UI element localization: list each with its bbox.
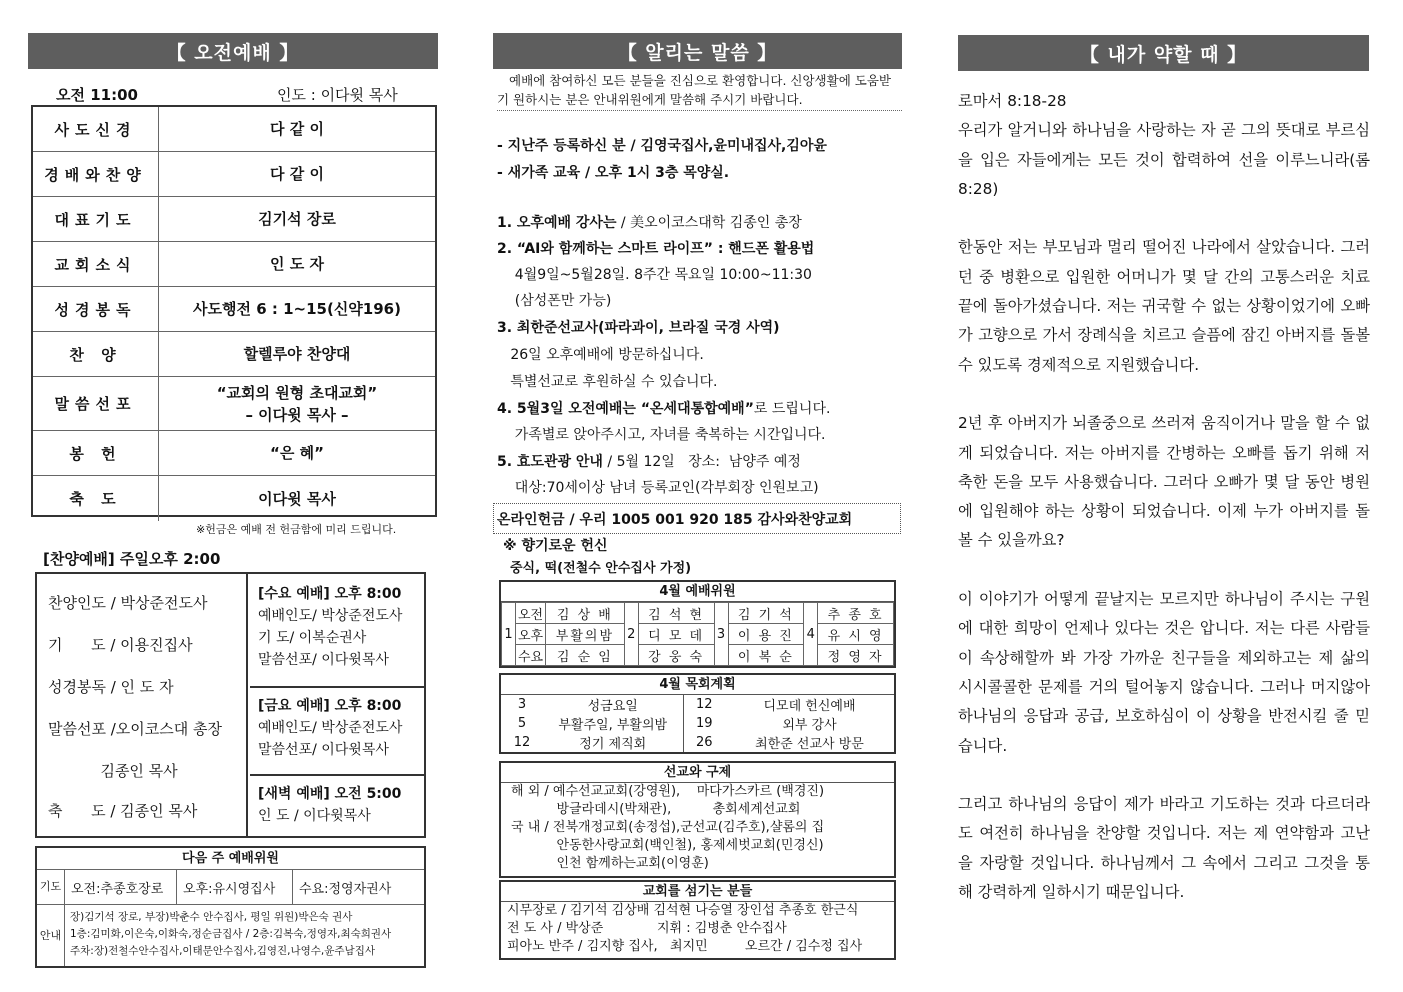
plan-table [501,695,894,752]
table-row: 오후 부활의밤 디 모 데 이 용 진 유 시 영 [502,624,894,645]
wednesday-service: [수요 예배] 오후 8:00 예배인도/ 박상준전도사 기 도/ 이복순권사 말씀선포/ 이다윗목사 [258,586,403,668]
announcement-item: 4월9일~5월28일. 8주간 목요일 10:00~11:30 [497,267,812,283]
april-worship-committee: 4월 예배위원 1 오전 김 상 배 2 김 석 현 3 김 기 석 4 추 종 호 오후 부활의밤 디 모 데 이 용 진 유 시 영 수요 김 순 임 강 웅 숙 이 복 순 정 영 자 [499,580,896,668]
next-week-committee: 다음 주 예배위원 기도 오전:추종호장로 오후:유시영집사 수요:정영자권사 안내 장)김기석 장로, 부장)박춘수 안수집사, 평일 위원)박은숙 권사 1층:김미화,이은숙,이화숙,정순금집사 / 2층:김복숙,정영자,최숙희권사 주차:장)전철수안수집사,이태문안수집사,김영진,나영수,윤주남집사 [35,846,426,968]
friday-service: [금요 예배] 오후 8:00 예배인도/ 박상준전도사 말씀선포/ 이다윗목사 [250,686,424,761]
online-offering: 온라인헌금 / 우리 1005 001 920 185 감사와찬양교회 [493,503,901,534]
church-servants: 교회를 섬기는 분들 시무장로 / 김기석 김상배 김석현 나승열 장인섭 추종호 한근식 전 도 사 / 박상준 지휘 : 김병춘 안수집사 피아노 반주 / 김지향 집사, 최지민 오르간 / 김수정 집사 [499,880,896,960]
mission-relief: 선교와 구제 해 외 / 예수선교교회(강영원), 마다가스카르 (백경진) 방글라데시(박채관), 총회세계선교회 국 내 / 전북개정교회(송정섭),군선교(김주호),샬롬의 집 안동한사랑교회(백인철), 홍제세벗교회(민경신) 인천 함께하는교회(이영훈) [499,761,896,878]
order-row: 사도신경 다 같 이 [33,107,435,152]
announcement-item: 5. 효도관광 안내 / 5월 12일 장소: 남양주 예정 [497,454,801,470]
next-week-prayer: 기도 오전:추종호장로 오후:유시영집사 수요:정영자권사 [37,870,424,905]
announcement-item: 26일 오후예배에 방문하십니다. [497,347,704,363]
dawn-service: [새벽 예배] 오전 5:00 인 도 / 이다윗목사 [250,774,424,827]
offering-note: ※헌금은 예배 전 헌금함에 미리 드립니다. [196,523,397,536]
announcement-item: 2. “AI와 함께하는 스마트 라이프” : 핸드폰 활용법 [497,241,815,257]
order-row: 교회소식 인 도 자 [33,242,435,287]
morning-worship-header: 【 오전예배 】 [28,33,438,69]
order-row: 경배와찬양 다 같 이 [33,152,435,197]
order-row: 봉 헌 “은 혜” [33,431,435,476]
order-row: 찬 양 할렐루야 찬양대 [33,332,435,377]
worship-committee-table [501,602,894,666]
table-row: 수요 김 순 임 강 웅 숙 이 복 순 정 영 자 [502,645,894,666]
order-row: 성경봉독 사도행전 6 : 1~15(신약196) [33,287,435,332]
devotion-header: 【 내가 약할 때 】 [958,35,1369,71]
worship-order-table [31,105,437,517]
fragrant-text: 중식, 떡(전철수 안수집사 가정) [510,561,692,576]
praise-worship-title: [찬양예배] 주일오후 2:00 [43,550,221,568]
april-plan: 4월 목회계획 3 성금요일 12 디모데 헌신예배 5 부활주일, 부활의밤 19 외부 강사 12 정기 제직회 26 최한준 선교사 방문 [499,673,896,754]
order-row: 대표기도 김기석 장로 [33,197,435,242]
praise-order: 찬양인도 / 박상준전도사 기 도 / 이용진집사 성경봉독 / 인 도 자 말씀선포 /오이코스대 총장 김종인 목사 축 도 / 김종인 목사 [37,574,248,836]
table-row: 3 성금요일 12 디모데 헌신예배 [517,697,856,714]
news-registered: - 지난주 등록하신 분 / 김영국집사,윤미내집사,김아윤 [497,138,827,154]
devotion-paragraph: 그리고 하나님의 응답이 제가 바라고 기도하는 것과 다르더라도 여전히 하나님을 찬양할 것입니다. 저는 제 연약함과 고난을 자랑할 것입니다. 하나님께서 그 속에서 그리고 그것을 통해 강력하게 일하시기 때문입니다. [958,795,1370,902]
morning-leader: 인도 : 이다윗 목사 [277,86,398,104]
announcement-item: 3. 최한준선교사(파라과이, 브라질 국경 사역) [497,320,780,336]
order-row: 축 도 이다윗 목사 [33,476,435,521]
announcement-item: (삼성폰만 가능) [497,293,612,309]
weekday-services [250,574,424,836]
devotion-paragraph: 2년 후 아버지가 뇌졸중으로 쓰러져 움직이거나 말을 할 수 없게 되었습니다. 저는 아버지를 간병하는 오빠를 돕기 위해 저축한 돈을 모두 사용했습니다. 그러다 오빠가 몇 달 동안 병원에 입원해야 하는 상황이 되었습니다. 이제 누가 아버지를 돌볼 수 있을까요? [958,414,1370,550]
devotion-paragraph: 한동안 저는 부모님과 멀리 떨어진 나라에서 살았습니다. 그러던 중 병환으로 입원한 어머니가 몇 달 간의 고통스러운 치료 끝에 돌아가셨습니다. 저는 귀국할 수 없는 상황이었기에 오빠가 고향으로 가서 장례식을 치르고 슬픔에 잠긴 아버지를 돌볼 수 있도록 경제적으로 지원했습니다. [958,238,1370,374]
fragrant-title: ※ 향기로운 헌신 [503,538,608,554]
news-education: - 새가족 교육 / 오후 1시 3층 목양실. [497,165,730,181]
announcement-item: 가족별로 앉아주시고, 자녀를 축복하는 시간입니다. [497,427,826,443]
devotion-text [958,87,1370,907]
table-row: 5 부활주일, 부활의밤 19 외부 강사 [517,716,837,733]
morning-time: 오전 11:00 [56,86,138,104]
devotion-paragraph: 로마서 8:18-28 우리가 알거니와 하나님을 사랑하는 자 곧 그의 뜻대로 부르심을 입은 자들에게는 모든 것이 합력하여 선을 이루느니라(롬 8:28) [958,92,1370,198]
announcements-header: 【 알리는 말씀 】 [493,33,902,69]
devotion-paragraph: 이 이야기가 어떻게 끝날지는 모르지만 하나님이 주시는 구원에 대한 희망이 언제나 있다는 것은 압니다. 저는 다른 사람들이 속상해할까 봐 가장 가까운 친구들을 제외하고는 제 삶의 시시콜콜한 문제를 거의 털어놓지 않습니다. 그러나 머지않아 하나님의 응답과 공급, 보호하심이 이 상황을 반전시킬 줄 믿습니다. [958,590,1370,755]
announcement-item: 1. 오후예배 강사는 / 美오이코스대학 김종인 총장 [497,215,802,231]
welcome-text: 예배에 참여하신 모든 분들을 진심으로 환영합니다. 신앙생활에 도움받기 원하시는 분은 안내위원에게 말씀해 주시기 바랍니다. [497,71,902,111]
praise-worship-box [35,572,426,838]
table-row: 12 정기 제직회 26 최한준 선교사 방문 [513,735,864,752]
announcement-item: 대상:70세이상 남녀 등록교인(각부회장 인원보고) [497,480,819,496]
table-row: 1 오전 김 상 배 2 김 석 현 3 김 기 석 4 추 종 호 [502,603,894,624]
announcement-item: 특별선교로 후원하실 수 있습니다. [497,374,718,390]
announcement-item: 4. 5월3일 오전예배는 “온세대통합예배”로 드립니다. [497,401,831,417]
order-row: 말씀선포 “교회의 원형 초대교회” – 이다윗 목사 – [33,377,435,431]
next-week-guide: 안내 장)김기석 장로, 부장)박춘수 안수집사, 평일 위원)박은숙 권사 1층:김미화,이은숙,이화숙,정순금집사 / 2층:김복숙,정영자,최숙희권사 주차:장)전철수안수집사,이태문안수집사,김영진,나영수,윤주남집사 [37,905,424,966]
